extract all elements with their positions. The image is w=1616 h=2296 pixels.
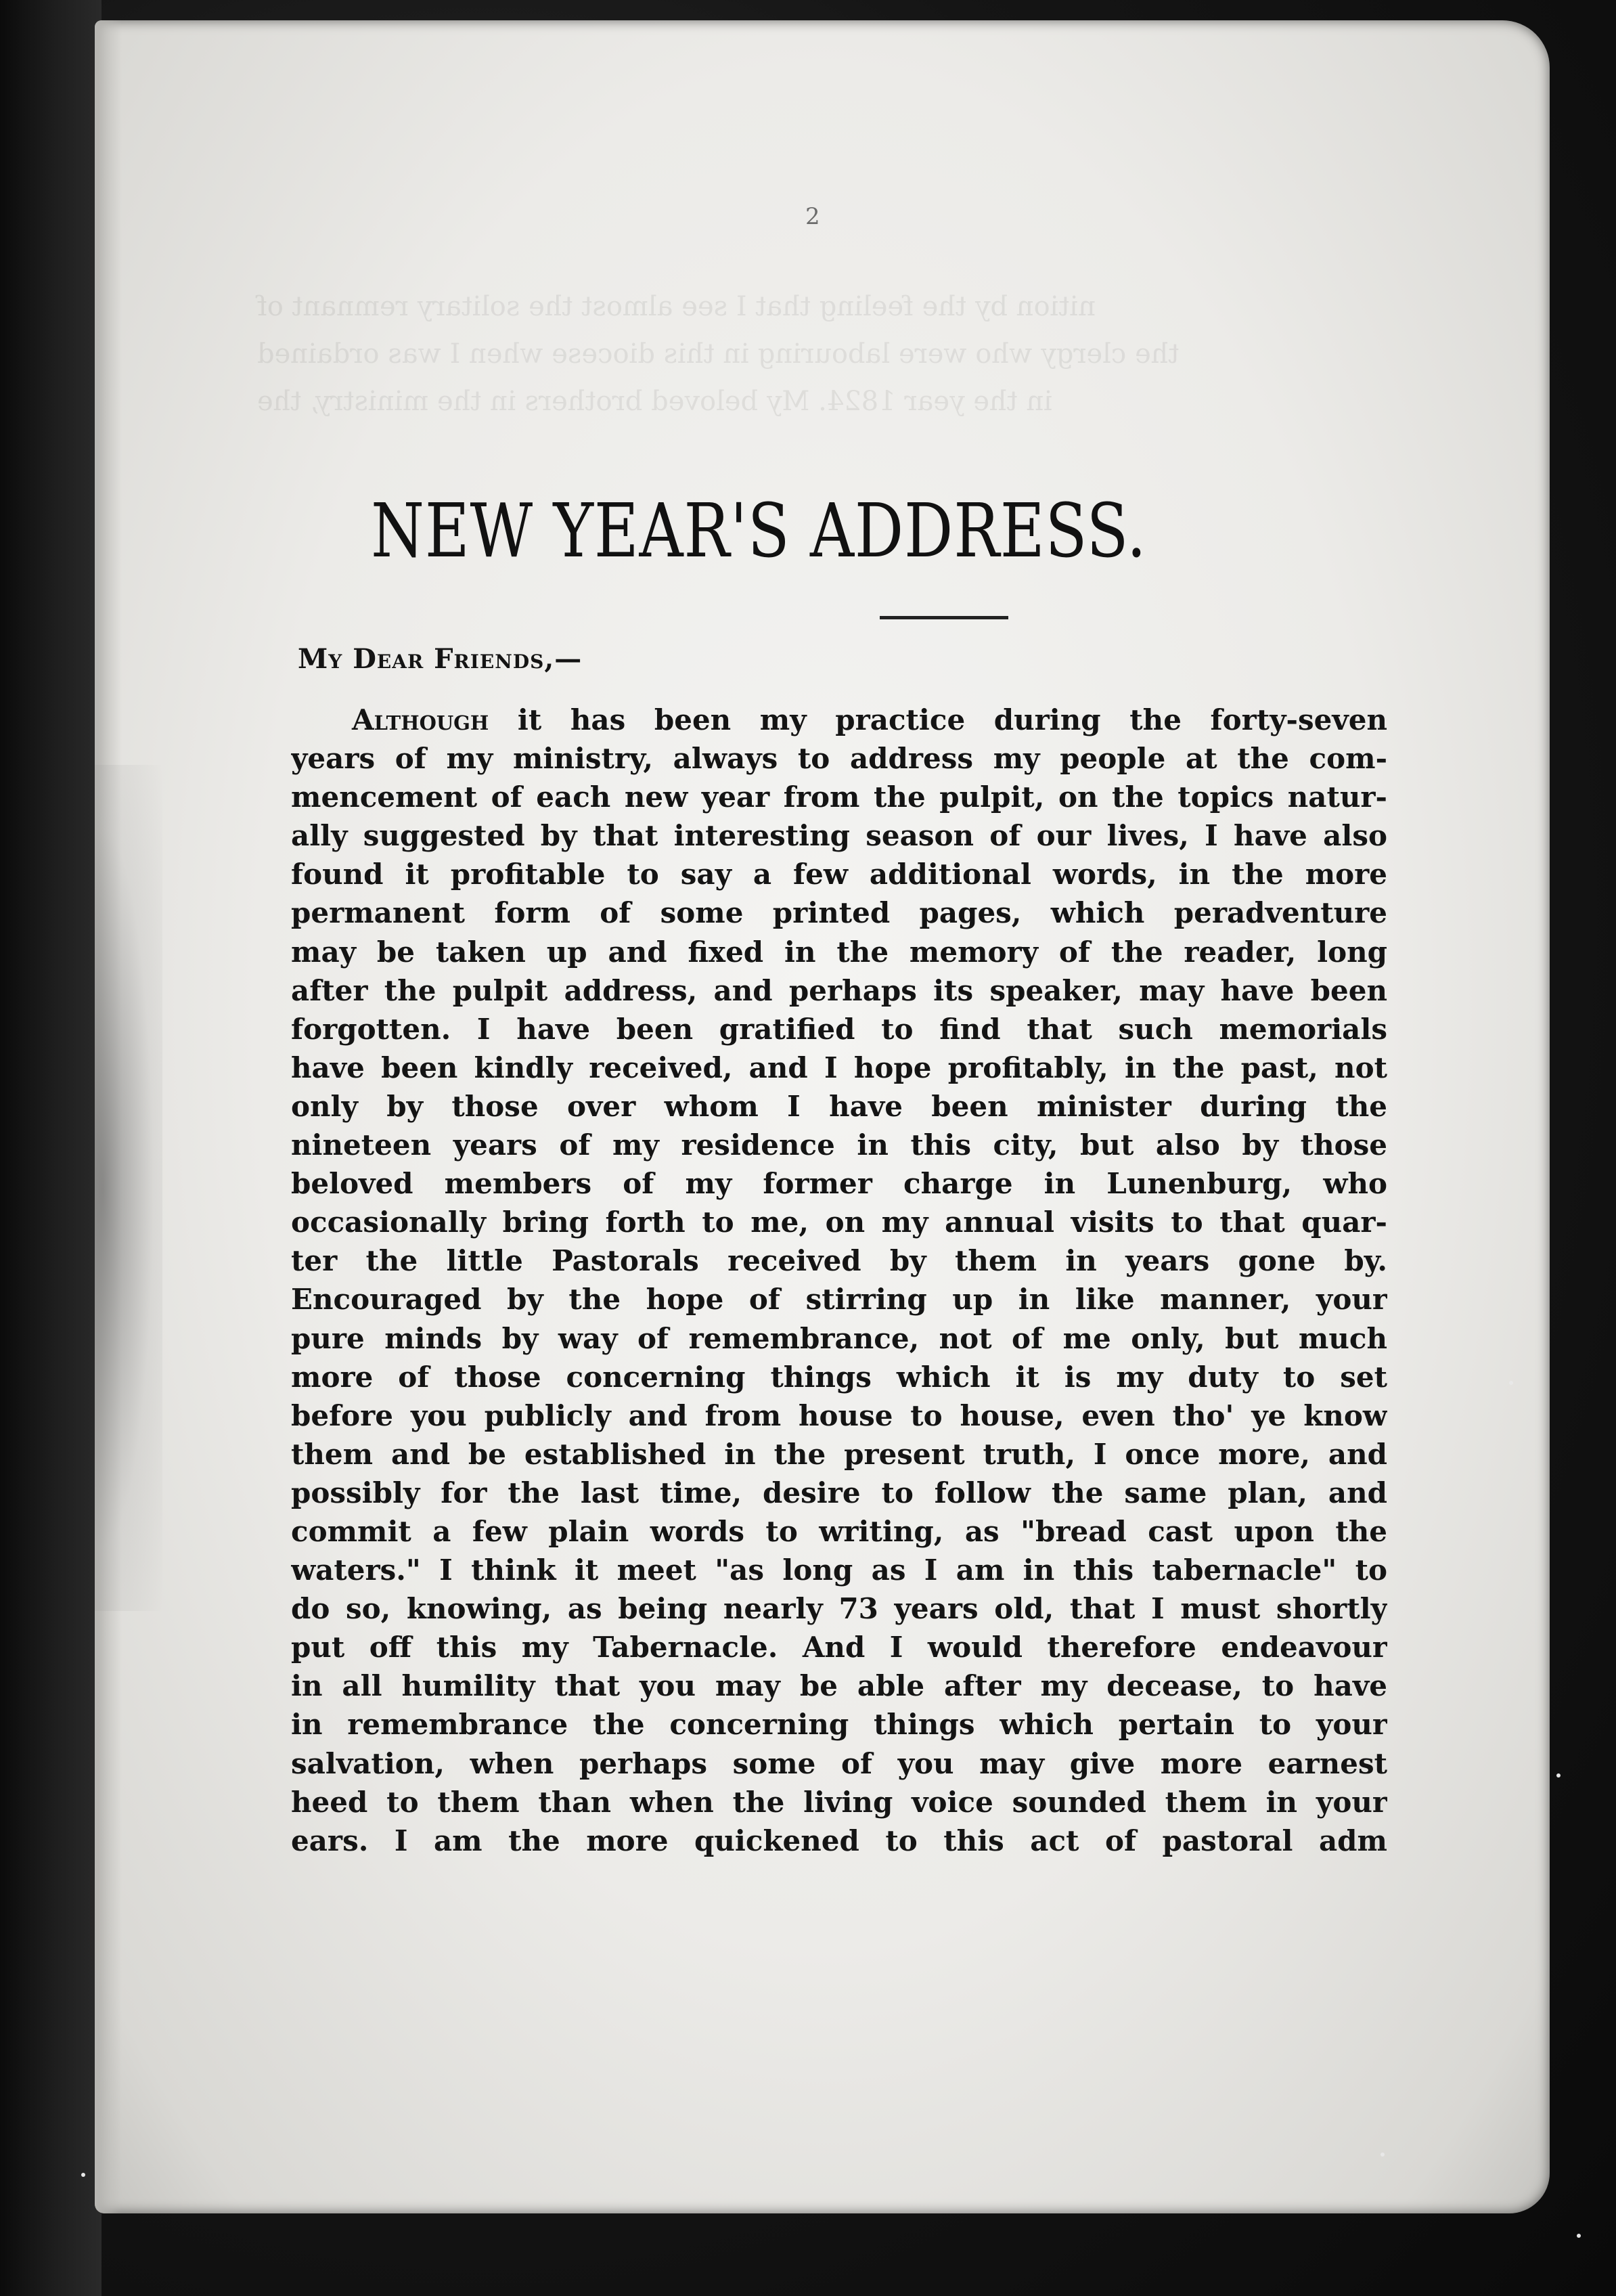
bleed-through-text: in the year 1824. My beloved brothers in the ministry, the xyxy=(257,386,1053,417)
text-line: only by those over whom I have been minister during the xyxy=(291,1089,1387,1123)
page-title: NEW YEAR'S ADDRESS. xyxy=(371,487,1147,574)
dust-speck xyxy=(1577,2234,1581,2238)
text-line: Encouraged by the hope of stirring up in like manner, your xyxy=(291,1283,1387,1317)
text-line: before you publicly and from house to house, even tho' ye know xyxy=(291,1398,1387,1432)
text-line: have been kindly received, and I hope profitably, in the past, not xyxy=(291,1051,1387,1084)
text-line: forgotten. I have been gratified to find that such memorials xyxy=(291,1012,1387,1046)
text-line: years of my ministry, always to address my people at the com- xyxy=(291,742,1387,776)
text-line: do so, knowing, as being nearly 73 years old, that I must shortly xyxy=(291,1592,1387,1626)
address-body xyxy=(291,701,1387,1860)
bleed-through-text: nition by the feeling that I see almost the solitary remnant of xyxy=(257,291,1096,322)
text-line: them and be established in the present truth, I once more, and xyxy=(291,1437,1387,1471)
text-line: more of those concerning things which it is my duty to set xyxy=(291,1360,1387,1394)
text-line: beloved members of my former charge in Lunenburg, who xyxy=(291,1167,1387,1201)
dust-speck xyxy=(1381,2152,1385,2157)
text-line: commit a few plain words to writing, as "bread cast upon the xyxy=(291,1514,1387,1548)
text-line: heed to them than when the living voice sounded them in your xyxy=(291,1785,1387,1819)
text-line: after the pulpit address, and perhaps its speaker, may have been xyxy=(291,973,1387,1007)
text-line: salvation, when perhaps some of you may give more earnest xyxy=(291,1746,1387,1780)
dust-speck xyxy=(1509,1381,1513,1385)
text-line: occasionally bring forth to me, on my annual visits to that quar- xyxy=(291,1206,1387,1239)
text-line: ter the little Pastorals received by them in years gone by. xyxy=(291,1244,1387,1278)
text-line: nineteen years of my residence in this city, but also by those xyxy=(291,1128,1387,1162)
binding-edge xyxy=(0,0,102,2296)
text-line: in all humility that you may be able after my decease, to have xyxy=(291,1669,1387,1703)
salutation: My Dear Friends,— xyxy=(298,643,583,675)
page-stain xyxy=(95,765,162,1611)
document-page xyxy=(95,20,1550,2213)
text-line: ears. I am the more quickened to this act of pastoral adm xyxy=(291,1824,1387,1857)
text-line: found it profitable to say a few additional words, in the more xyxy=(291,858,1387,891)
text-line: waters." I think it meet "as long as I am in this tabernacle" to xyxy=(291,1553,1387,1587)
dust-speck xyxy=(81,2173,85,2177)
page-number: 2 xyxy=(805,203,820,230)
text-line-rest: it has been my practice during the forty-seven xyxy=(489,703,1387,736)
text-line: permanent form of some printed pages, which peradventure xyxy=(291,896,1387,930)
text-line: may be taken up and fixed in the memory of the reader, long xyxy=(291,935,1387,969)
bleed-through-text: the clergy who were labouring in this diocese when I was ordained xyxy=(257,338,1180,370)
text-line: put off this my Tabernacle. And I would therefore endeavour xyxy=(291,1631,1387,1664)
text-line: pure minds by way of remembrance, not of me only, but much xyxy=(291,1321,1387,1355)
dust-speck xyxy=(1556,1773,1561,1778)
text-line: possibly for the last time, desire to follow the same plan, and xyxy=(291,1476,1387,1509)
text-line: in remembrance the concerning things which pertain to your xyxy=(291,1708,1387,1742)
opening-word: Although xyxy=(352,703,489,736)
text-line: ally suggested by that interesting season of our lives, I have also xyxy=(291,819,1387,853)
title-rule xyxy=(880,616,1008,619)
text-line xyxy=(291,701,1387,739)
text-line: mencement of each new year from the pulpit, on the topics natur- xyxy=(291,780,1387,814)
